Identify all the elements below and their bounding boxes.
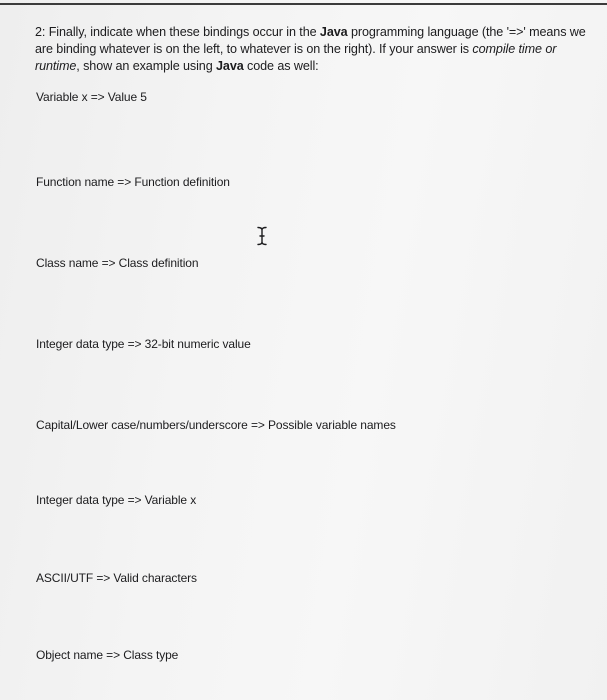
java-keyword: Java <box>319 25 348 39</box>
compile-time-term: compile time <box>472 42 542 56</box>
text-cursor-icon <box>256 226 268 246</box>
question-prompt <box>35 24 593 75</box>
question-number: 2: <box>35 25 46 39</box>
question-end: code as well: <box>247 59 319 73</box>
top-divider <box>0 3 607 5</box>
binding-item: Class name => Class definition <box>36 256 199 270</box>
binding-item: Object name => Class type <box>36 648 179 662</box>
binding-item: ASCII/UTF => Valid characters <box>36 571 197 585</box>
binding-item: Function name => Function definition <box>36 175 230 189</box>
binding-item: Variable x => Value 5 <box>36 90 147 104</box>
binding-item: Capital/Lower case/numbers/underscore => Possible variable names <box>36 418 396 432</box>
runtime-term: runtime <box>35 59 77 73</box>
binding-item: Integer data type => Variable x <box>36 493 197 507</box>
question-intro: Finally, indicate when these bindings occur in the <box>48 25 317 39</box>
question-middle: programming language (the '=>' means we are binding whatever is on the left, to whatever is on the right). If your answer is <box>35 25 586 56</box>
question-tail: , show an example using <box>76 59 213 73</box>
java-keyword-2: Java <box>216 59 244 73</box>
or-word: or <box>545 42 557 56</box>
binding-item: Integer data type => 32-bit numeric value <box>36 337 251 351</box>
